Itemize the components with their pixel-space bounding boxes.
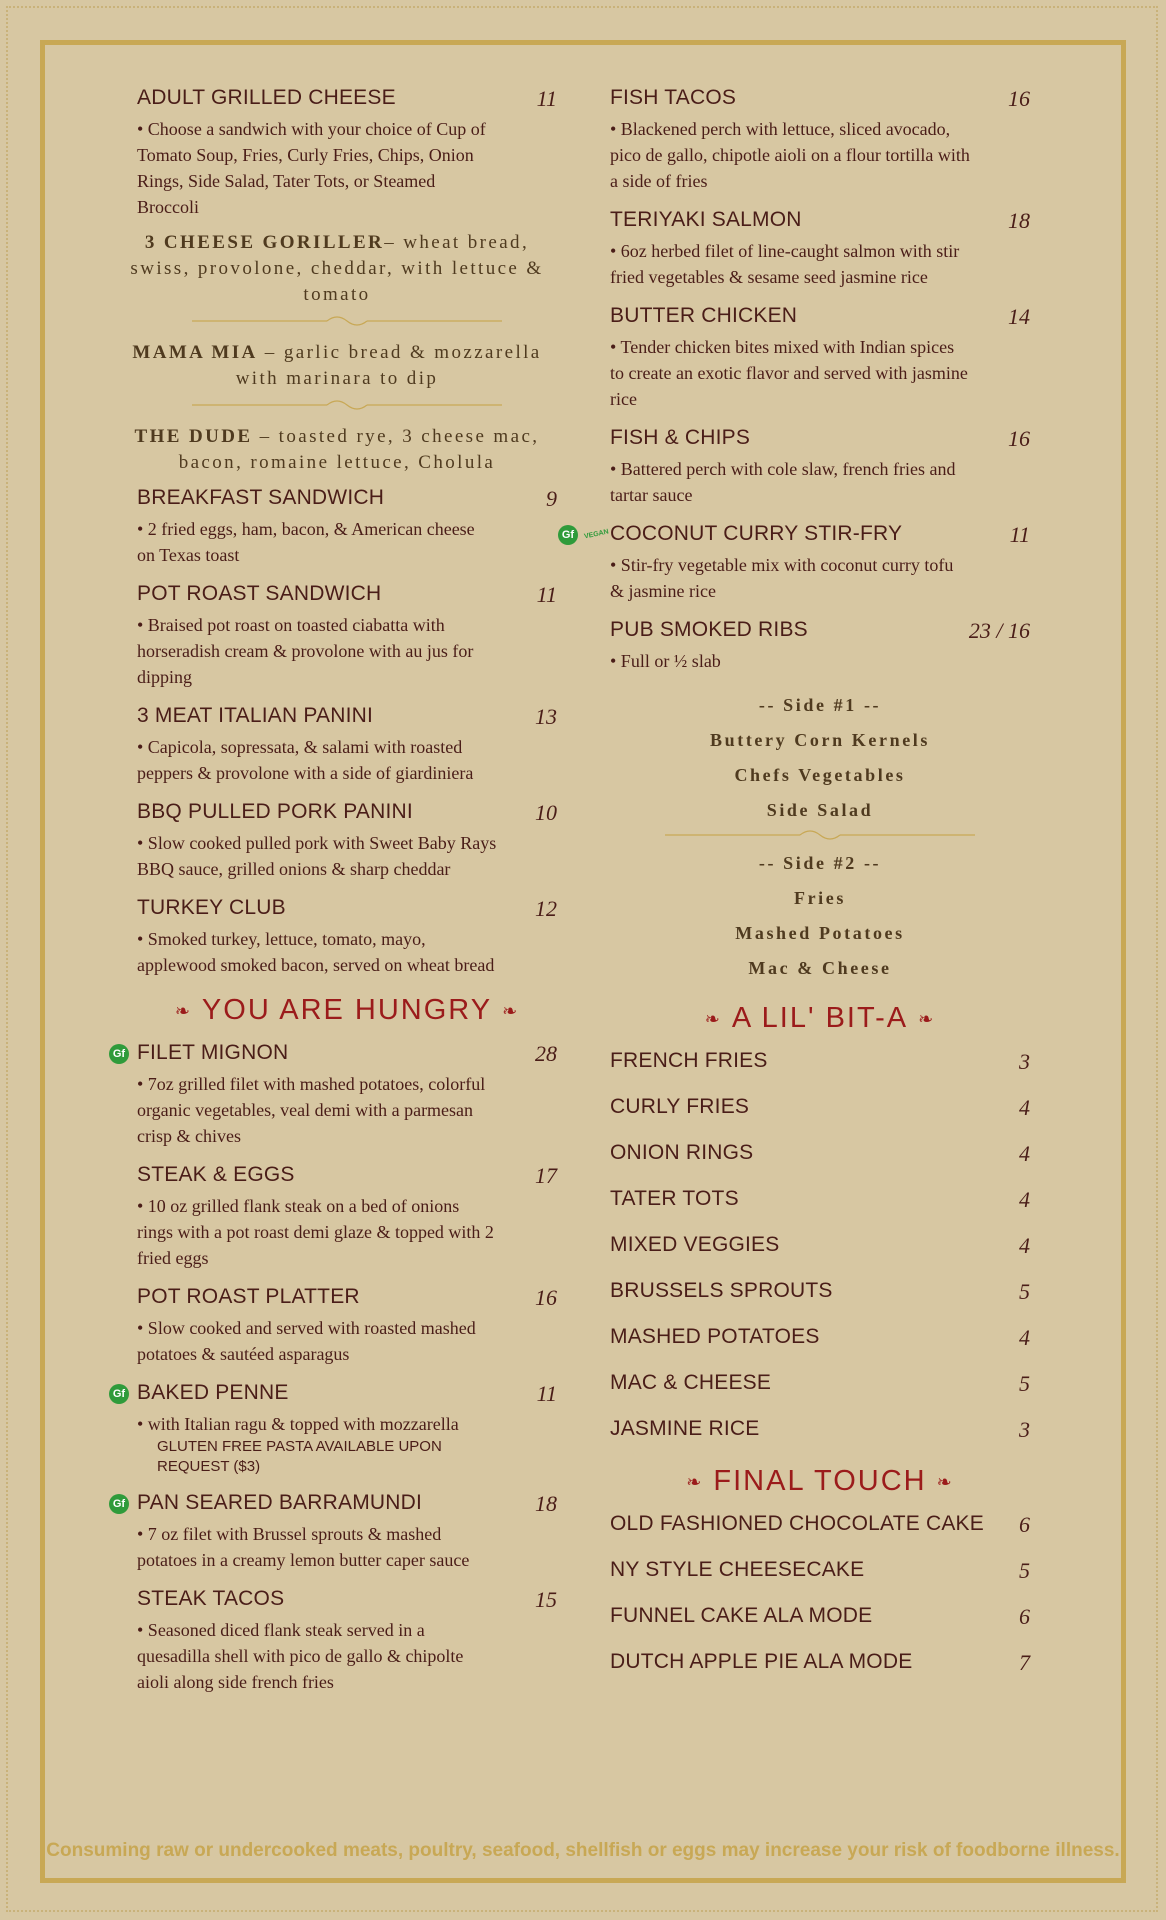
item-name: MIXED VEGGIES (610, 1233, 780, 1256)
item-description: • Tender chicken bites mixed with Indian spices to create an exotic flavor and served with jasmine rice (610, 337, 968, 409)
side-2-list (610, 846, 1030, 986)
section-title-lil-bit (610, 1002, 1030, 1035)
section-title-text: YOU ARE HUNGRY (201, 994, 493, 1026)
gluten-free-icon: Gf (558, 525, 578, 545)
ornament-icon: ❧ (936, 1471, 954, 1492)
menu-item (137, 800, 557, 882)
left-column (112, 86, 557, 1709)
menu-item (137, 86, 557, 220)
dessert-row (610, 1558, 1030, 1604)
item-name: ONION RINGS (610, 1141, 754, 1164)
item-note: GLUTEN FREE PASTA AVAILABLE UPON REQUEST ($3) (157, 1438, 442, 1475)
menu-item (610, 618, 1030, 674)
menu-item (561, 522, 1030, 604)
menu-item (112, 1041, 557, 1149)
side-item: Fries (794, 888, 846, 908)
special-name: 3 CHEESE GORILLER (144, 232, 385, 253)
food-safety-disclaimer: Consuming raw or undercooked meats, poultry, seafood, shellfish or eggs may increase your risk of foodborne illness. (46, 1840, 1120, 1861)
item-description: • Full or ½ slab (610, 651, 721, 671)
item-name: POT ROAST PLATTER (137, 1285, 360, 1308)
item-price: 3 (1019, 1049, 1030, 1074)
side-item: Side Salad (766, 800, 874, 820)
side-item: Chefs Vegetables (734, 765, 906, 785)
item-price: 23 / 16 (968, 618, 1030, 643)
item-name: DUTCH APPLE PIE ALA MODE (610, 1650, 913, 1673)
item-price: 15 (535, 1587, 557, 1612)
section-title-final-touch (610, 1465, 1030, 1498)
item-price: 4 (1019, 1095, 1030, 1120)
special-description: – toasted rye, 3 cheese mac, bacon, romaine lettuce, Cholula (178, 426, 540, 473)
dessert-row (610, 1512, 1030, 1558)
side-dish-row (610, 1141, 1030, 1187)
special-item (127, 230, 547, 308)
item-name: JASMINE RICE (610, 1417, 760, 1440)
menu-item (137, 896, 557, 978)
item-price: 28 (535, 1041, 557, 1066)
item-name: TATER TOTS (610, 1187, 739, 1210)
item-name: STEAK TACOS (137, 1587, 285, 1610)
item-name: COCONUT CURRY STIR-FRY (610, 522, 903, 545)
side-dish-row (610, 1095, 1030, 1141)
item-price: 17 (535, 1163, 557, 1188)
item-price: 12 (535, 896, 557, 921)
item-price: 14 (1008, 304, 1030, 329)
side-dish-row (610, 1187, 1030, 1233)
item-price: 18 (1008, 208, 1030, 233)
item-name: TERIYAKI SALMON (610, 208, 802, 231)
item-name: TURKEY CLUB (137, 896, 286, 919)
ornament-icon: ❧ (686, 1471, 704, 1492)
side-dish-row (610, 1049, 1030, 1095)
item-description: • Braised pot roast on toasted ciabatta with horseradish cream & provolone with au jus for dipping (137, 615, 474, 687)
side-1-list (610, 688, 1030, 828)
ornament-icon: ❧ (918, 1008, 936, 1029)
menu-item (610, 86, 1030, 194)
ornament-icon: ❧ (704, 1008, 722, 1029)
menu-item (137, 1163, 557, 1271)
item-price: 5 (1019, 1558, 1030, 1583)
section-title-text: FINAL TOUCH (713, 1465, 927, 1497)
item-price: 10 (535, 800, 557, 825)
side-item: Mac & Cheese (748, 958, 892, 978)
item-description: • 6oz herbed filet of line-caught salmon with stir fried vegetables & sesame seed jasmine rice (610, 241, 960, 287)
menu-item (137, 582, 557, 690)
item-price: 13 (535, 704, 557, 729)
menu-item (112, 1381, 557, 1477)
special-description: – garlic bread & mozzarella with marinara to dip (235, 342, 542, 389)
item-name: ADULT GRILLED CHEESE (137, 86, 396, 109)
item-price: 11 (536, 1381, 557, 1406)
item-name: MAC & CHEESE (610, 1371, 772, 1394)
gluten-free-icon: Gf (109, 1494, 129, 1514)
divider-flourish-icon (187, 398, 507, 412)
side-item: Buttery Corn Kernels (710, 730, 930, 750)
gluten-free-icon: Gf (109, 1384, 129, 1404)
item-name: FISH TACOS (610, 86, 737, 109)
item-name: BREAKFAST SANDWICH (137, 486, 385, 509)
item-name: BUTTER CHICKEN (610, 304, 798, 327)
menu-item (137, 1587, 557, 1695)
special-name: THE DUDE (134, 426, 253, 447)
item-description: • Smoked turkey, lettuce, tomato, mayo, applewood smoked bacon, served on wheat bread (137, 929, 495, 975)
side-title: -- Side #1 -- (758, 695, 882, 715)
item-description: • Slow cooked and served with roasted mashed potatoes & sautéed asparagus (137, 1318, 476, 1364)
special-name: MAMA MIA (132, 342, 258, 363)
gluten-free-icon: Gf (109, 1044, 129, 1064)
dessert-row (610, 1604, 1030, 1650)
section-title-hungry (137, 994, 557, 1027)
side-dish-row (610, 1233, 1030, 1279)
ornament-icon: ❧ (502, 1000, 520, 1021)
item-description: • with Italian ragu & topped with mozzarella (137, 1414, 459, 1434)
item-description: • Slow cooked pulled pork with Sweet Baby Rays BBQ sauce, grilled onions & sharp cheddar (137, 833, 497, 879)
item-name: MASHED POTATOES (610, 1325, 820, 1348)
section-title-text: A LIL' BIT-A (731, 1002, 909, 1034)
item-description: • 2 fried eggs, ham, bacon, & American cheese on Texas toast (137, 519, 475, 565)
item-price: 18 (535, 1491, 557, 1516)
item-name: 3 MEAT ITALIAN PANINI (137, 704, 374, 727)
item-name: NY STYLE CHEESECAKE (610, 1558, 865, 1581)
item-name: CURLY FRIES (610, 1095, 750, 1118)
item-description: • Capicola, sopressata, & salami with roasted peppers & provolone with a side of giardiniera (137, 737, 474, 783)
item-price: 7 (1019, 1650, 1030, 1675)
item-name: STEAK & EGGS (137, 1163, 295, 1186)
item-price: 16 (535, 1285, 557, 1310)
item-price: 4 (1019, 1233, 1030, 1258)
item-price: 3 (1019, 1417, 1030, 1442)
menu-item (112, 1491, 557, 1573)
item-description: • Blackened perch with lettuce, sliced avocado, pico de gallo, chipotle aioli on a flour tortilla with a side of fries (610, 119, 970, 191)
menu-item (610, 208, 1030, 290)
item-price: 16 (1008, 86, 1030, 111)
divider-flourish-icon (187, 314, 507, 328)
menu-item (610, 304, 1030, 412)
item-name: PAN SEARED BARRAMUNDI (137, 1491, 423, 1514)
item-description: • Choose a sandwich with your choice of Cup of Tomato Soup, Fries, Curly Fries, Chips, Onion Rings, Side Salad, Tater Tots, or Steamed Broccoli (137, 119, 486, 217)
side-dish-row (610, 1417, 1030, 1449)
item-description: • Battered perch with cole slaw, french fries and tartar sauce (610, 459, 956, 505)
item-name: BAKED PENNE (137, 1381, 289, 1404)
side-dish-row (610, 1279, 1030, 1325)
divider-flourish-icon (660, 828, 980, 842)
special-description: – wheat bread, swiss, provolone, cheddar, with lettuce & tomato (130, 232, 544, 305)
item-price: 4 (1019, 1141, 1030, 1166)
vegan-icon: VEGAN (583, 528, 610, 541)
right-column (561, 86, 1030, 1696)
dessert-row (610, 1650, 1030, 1696)
special-item (127, 424, 547, 476)
item-name: FUNNEL CAKE ALA MODE (610, 1604, 873, 1627)
side-item: Mashed Potatoes (735, 923, 905, 943)
item-name: FILET MIGNON (137, 1041, 289, 1064)
menu-item (137, 704, 557, 786)
item-price: 16 (1008, 426, 1030, 451)
item-name: POT ROAST SANDWICH (137, 582, 382, 605)
item-price: 9 (546, 486, 557, 511)
item-name: FISH & CHIPS (610, 426, 751, 449)
item-price: 4 (1019, 1187, 1030, 1212)
side-title: -- Side #2 -- (758, 853, 882, 873)
item-name: PUB SMOKED RIBS (610, 618, 808, 641)
item-price: 5 (1019, 1279, 1030, 1304)
side-dish-row (610, 1325, 1030, 1371)
item-description: • 7 oz filet with Brussel sprouts & mashed potatoes in a creamy lemon butter caper sauce (137, 1524, 470, 1570)
item-name: BRUSSELS SPROUTS (610, 1279, 833, 1302)
ornament-icon: ❧ (174, 1000, 192, 1021)
item-name: FRENCH FRIES (610, 1049, 768, 1072)
item-name: BBQ PULLED PORK PANINI (137, 800, 413, 823)
specials-list (130, 230, 557, 476)
menu-item (137, 486, 557, 568)
special-item (127, 340, 547, 392)
item-description: • 7oz grilled filet with mashed potatoes, colorful organic vegetables, veal demi with a parmesan crisp & chives (137, 1074, 486, 1146)
menu-item (610, 426, 1030, 508)
item-description: • Seasoned diced flank steak served in a quesadilla shell with pico de gallo & chipolte aioli along side french fries (137, 1620, 464, 1692)
item-name: OLD FASHIONED CHOCOLATE CAKE (610, 1512, 984, 1535)
item-price: 11 (536, 86, 557, 111)
item-price: 5 (1019, 1371, 1030, 1396)
item-price: 11 (1009, 522, 1030, 547)
item-price: 4 (1019, 1325, 1030, 1350)
item-price: 6 (1019, 1604, 1030, 1629)
item-description: • Stir-fry vegetable mix with coconut curry tofu & jasmine rice (610, 555, 954, 601)
menu-item (137, 1285, 557, 1367)
side-dish-row (610, 1371, 1030, 1417)
item-price: 6 (1019, 1512, 1030, 1537)
item-description: • 10 oz grilled flank steak on a bed of onions rings with a pot roast demi glaze & topped with 2 fried eggs (137, 1196, 494, 1268)
item-price: 11 (536, 582, 557, 607)
